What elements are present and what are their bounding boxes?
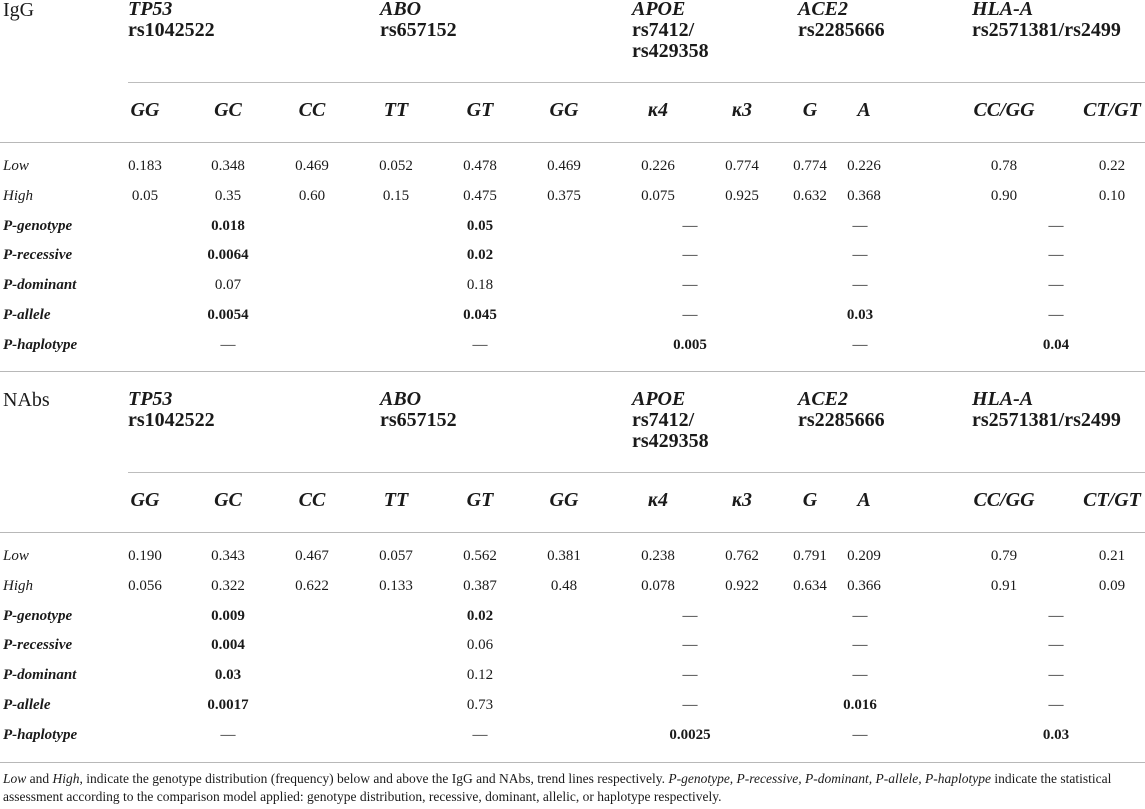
p-value-cell: —	[1048, 637, 1064, 653]
p-value-cell: —	[1048, 667, 1064, 683]
frequency-cell: 0.469	[295, 158, 329, 174]
p-model: -recessive	[12, 247, 73, 263]
row-label-high: High	[3, 578, 33, 594]
snp-id: rs1042522	[128, 19, 215, 41]
p-model: -dominant	[12, 277, 77, 293]
frequency-cell: 0.791	[793, 548, 827, 564]
p-value-cell: —	[1048, 277, 1064, 293]
frequency-cell: 0.469	[547, 158, 581, 174]
footnote-text-1: , indicate the genotype distribution (frequency) below and above the IgG and NAbs, trend lines respectively.	[79, 771, 669, 786]
p-value-significant: 0.03	[1042, 727, 1070, 743]
p-model: -recessive	[12, 637, 73, 653]
gene-header	[380, 0, 457, 41]
frequency-cell: 0.226	[847, 158, 881, 174]
p-value-cell: —	[852, 337, 868, 353]
frequency-cell: 0.381	[547, 548, 581, 564]
p-model: -dominant	[12, 667, 77, 683]
snp-id: rs2571381/rs2499	[972, 19, 1121, 41]
genotype-column-header: GC	[214, 99, 242, 121]
frequency-cell: 0.09	[1098, 578, 1126, 594]
p-value-cell: —	[852, 608, 868, 624]
frequency-cell: 0.60	[298, 188, 326, 204]
frequency-cell: 0.774	[725, 158, 759, 174]
gene-header	[798, 389, 885, 431]
p-value-significant: 0.0017	[207, 697, 249, 713]
p-letter: P	[3, 337, 13, 353]
row-label-low: Low	[3, 548, 29, 564]
p-value-cell: —	[682, 247, 698, 263]
gene-header	[632, 0, 709, 62]
p-value-cell: —	[852, 277, 868, 293]
p-letter: P	[3, 277, 13, 293]
p-value-significant: 0.016	[843, 697, 877, 713]
frequency-cell: 0.078	[641, 578, 675, 594]
p-value-significant: 0.0054	[207, 307, 249, 323]
p-model: -genotype	[12, 608, 73, 624]
frequency-cell: 0.368	[847, 188, 881, 204]
genotype-column-header: CC	[298, 489, 326, 511]
column-header-divider	[0, 142, 1145, 143]
frequency-cell: 0.925	[725, 188, 759, 204]
p-value-cell: —	[682, 667, 698, 683]
frequency-cell: 0.343	[211, 548, 245, 564]
frequency-cell: 0.622	[295, 578, 329, 594]
p-value-cell: 0.18	[466, 277, 494, 293]
genotype-column-header: CC/GG	[973, 99, 1035, 121]
genotype-column-header: GT	[466, 99, 494, 121]
p-value-cell: —	[852, 247, 868, 263]
p-letter: P	[3, 608, 13, 624]
p-value-significant: 0.04	[1042, 337, 1070, 353]
snp-id: rs1042522	[128, 409, 215, 431]
p-model: -allele	[12, 307, 51, 323]
snp-id: rs2285666	[798, 409, 885, 431]
table-bottom-rule	[0, 762, 1145, 763]
genotype-column-header: CT/GT	[1083, 489, 1141, 511]
snp-id: rs657152	[380, 409, 457, 431]
genotype-column-header: GC	[214, 489, 242, 511]
footnote-high: High	[52, 771, 80, 786]
p-value-significant: 0.03	[846, 307, 874, 323]
snp-id: rs7412/	[632, 19, 695, 41]
genotype-column-header: ĸ4	[648, 489, 668, 511]
row-label-p-allele	[3, 307, 51, 324]
genotype-column-header: ĸ3	[732, 99, 752, 121]
frequency-cell: 0.475	[463, 188, 497, 204]
p-value-cell: —	[682, 277, 698, 293]
row-label-p-dominant	[3, 667, 76, 684]
p-value-significant: 0.0025	[669, 727, 711, 743]
frequency-cell: 0.075	[641, 188, 675, 204]
footnote-low: Low	[3, 771, 27, 786]
p-value-significant: 0.05	[466, 218, 494, 234]
frequency-cell: 0.322	[211, 578, 245, 594]
footnote-terms: P-genotype, P-recessive, P-dominant, P-allele, P-haplotype	[668, 771, 991, 786]
footnote-and: and	[26, 771, 53, 786]
gene-header	[798, 0, 885, 41]
p-value-significant: 0.004	[211, 637, 245, 653]
p-value-cell: —	[852, 727, 868, 743]
p-value-cell: —	[682, 608, 698, 624]
row-label-high: High	[3, 188, 33, 204]
row-label-p-allele	[3, 697, 51, 714]
snp-id: rs7412/	[632, 409, 695, 431]
p-value-cell: —	[682, 307, 698, 323]
gene-name: HLA-A	[972, 388, 1034, 410]
frequency-cell: 0.78	[990, 158, 1018, 174]
p-value-cell: —	[220, 727, 236, 743]
p-value-cell: —	[1048, 697, 1064, 713]
table-footnote	[3, 770, 1141, 806]
p-model: -haplotype	[12, 337, 78, 353]
gene-name: APOE	[632, 388, 686, 410]
p-value-significant: 0.045	[463, 307, 497, 323]
p-value-cell: —	[682, 218, 698, 234]
p-value-cell: 0.07	[214, 277, 242, 293]
gene-header	[380, 389, 457, 431]
frequency-cell: 0.375	[547, 188, 581, 204]
genotype-column-header: TT	[383, 489, 409, 511]
gene-header	[972, 0, 1121, 41]
column-header-divider	[0, 532, 1145, 533]
frequency-cell: 0.348	[211, 158, 245, 174]
p-value-significant: 0.03	[214, 667, 242, 683]
p-value-cell: —	[1048, 218, 1064, 234]
p-value-significant: 0.02	[466, 608, 494, 624]
p-value-significant: 0.005	[673, 337, 707, 353]
frequency-cell: 0.632	[793, 188, 827, 204]
p-value-cell: —	[1048, 307, 1064, 323]
gene-name: ABO	[380, 388, 422, 410]
frequency-cell: 0.35	[214, 188, 242, 204]
p-value-cell: 0.12	[466, 667, 494, 683]
frequency-cell: 0.10	[1098, 188, 1126, 204]
p-letter: P	[3, 667, 13, 683]
p-value-significant: 0.009	[211, 608, 245, 624]
gene-name: TP53	[128, 0, 173, 20]
p-value-cell: —	[220, 337, 236, 353]
footnote-text-2: indicate the statistical assessment according to the comparison model applied: genotype distribution, recessive, dominant, allelic, or haplotype respectively.	[3, 771, 1112, 804]
genotype-column-header: GG	[549, 99, 579, 121]
frequency-cell: 0.22	[1098, 158, 1126, 174]
frequency-cell: 0.226	[641, 158, 675, 174]
p-letter: P	[3, 247, 13, 263]
p-letter: P	[3, 727, 13, 743]
frequency-cell: 0.387	[463, 578, 497, 594]
header-divider	[128, 472, 1145, 473]
frequency-cell: 0.057	[379, 548, 413, 564]
frequency-cell: 0.05	[131, 188, 159, 204]
p-value-significant: 0.0064	[207, 247, 249, 263]
frequency-cell: 0.774	[793, 158, 827, 174]
genotype-column-header: G	[802, 489, 818, 511]
p-value-cell: —	[1048, 608, 1064, 624]
p-model: -haplotype	[12, 727, 78, 743]
gene-name: ABO	[380, 0, 422, 20]
gene-header	[128, 0, 215, 41]
frequency-cell: 0.056	[128, 578, 162, 594]
section-label: IgG	[3, 0, 35, 21]
genotype-column-header: GT	[466, 489, 494, 511]
genotype-column-header: GG	[130, 99, 160, 121]
genotype-column-header: CC/GG	[973, 489, 1035, 511]
row-label-p-genotype	[3, 608, 72, 625]
row-label-p-dominant	[3, 277, 76, 294]
genotype-column-header: GG	[130, 489, 160, 511]
section-divider	[0, 371, 1145, 372]
frequency-cell: 0.366	[847, 578, 881, 594]
section-label: NAbs	[3, 389, 50, 411]
p-model: -allele	[12, 697, 51, 713]
frequency-cell: 0.478	[463, 158, 497, 174]
genotype-column-header: G	[802, 99, 818, 121]
p-value-cell: —	[682, 637, 698, 653]
gene-name: APOE	[632, 0, 686, 20]
genotype-column-header: A	[857, 489, 871, 511]
p-value-cell: —	[472, 727, 488, 743]
snp-id: rs2285666	[798, 19, 885, 41]
frequency-cell: 0.183	[128, 158, 162, 174]
genotype-column-header: CC	[298, 99, 326, 121]
p-letter: P	[3, 697, 13, 713]
genotype-column-header: ĸ3	[732, 489, 752, 511]
gene-header	[972, 389, 1121, 431]
p-value-cell: 0.73	[466, 697, 494, 713]
gene-header	[128, 389, 215, 431]
genotype-column-header: A	[857, 99, 871, 121]
p-letter: P	[3, 218, 13, 234]
row-label-p-recessive	[3, 247, 72, 264]
gene-header	[632, 389, 709, 452]
p-value-cell: —	[852, 218, 868, 234]
row-label-low: Low	[3, 158, 29, 174]
row-label-p-recessive	[3, 637, 72, 654]
genotype-column-header: CT/GT	[1083, 99, 1141, 121]
p-value-cell: —	[852, 637, 868, 653]
p-value-cell: —	[682, 697, 698, 713]
p-value-cell: —	[1048, 247, 1064, 263]
p-value-cell: 0.06	[466, 637, 494, 653]
frequency-cell: 0.15	[382, 188, 410, 204]
p-value-significant: 0.018	[211, 218, 245, 234]
row-label-p-haplotype	[3, 727, 77, 744]
header-divider	[128, 82, 1145, 83]
p-model: -genotype	[12, 218, 73, 234]
p-value-cell: —	[852, 667, 868, 683]
snp-id: rs429358	[632, 40, 709, 62]
frequency-cell: 0.467	[295, 548, 329, 564]
frequency-cell: 0.91	[990, 578, 1018, 594]
frequency-cell: 0.238	[641, 548, 675, 564]
genotype-column-header: GG	[549, 489, 579, 511]
genotype-column-header: TT	[383, 99, 409, 121]
frequency-cell: 0.209	[847, 548, 881, 564]
genotype-column-header: ĸ4	[648, 99, 668, 121]
snp-id: rs2571381/rs2499	[972, 409, 1121, 431]
p-letter: P	[3, 307, 13, 323]
frequency-cell: 0.634	[793, 578, 827, 594]
snp-id: rs429358	[632, 430, 709, 452]
frequency-cell: 0.052	[379, 158, 413, 174]
frequency-cell: 0.762	[725, 548, 759, 564]
frequency-cell: 0.562	[463, 548, 497, 564]
frequency-cell: 0.922	[725, 578, 759, 594]
gene-name: ACE2	[798, 0, 849, 20]
frequency-cell: 0.21	[1098, 548, 1126, 564]
p-value-significant: 0.02	[466, 247, 494, 263]
p-letter: P	[3, 637, 13, 653]
frequency-cell: 0.133	[379, 578, 413, 594]
gene-name: TP53	[128, 388, 173, 410]
p-value-cell: —	[472, 337, 488, 353]
gene-name: HLA-A	[972, 0, 1034, 20]
row-label-p-genotype	[3, 218, 72, 235]
frequency-cell: 0.48	[550, 578, 578, 594]
row-label-p-haplotype	[3, 337, 77, 354]
frequency-cell: 0.90	[990, 188, 1018, 204]
frequency-cell: 0.190	[128, 548, 162, 564]
snp-id: rs657152	[380, 19, 457, 41]
gene-name: ACE2	[798, 388, 849, 410]
frequency-cell: 0.79	[990, 548, 1018, 564]
